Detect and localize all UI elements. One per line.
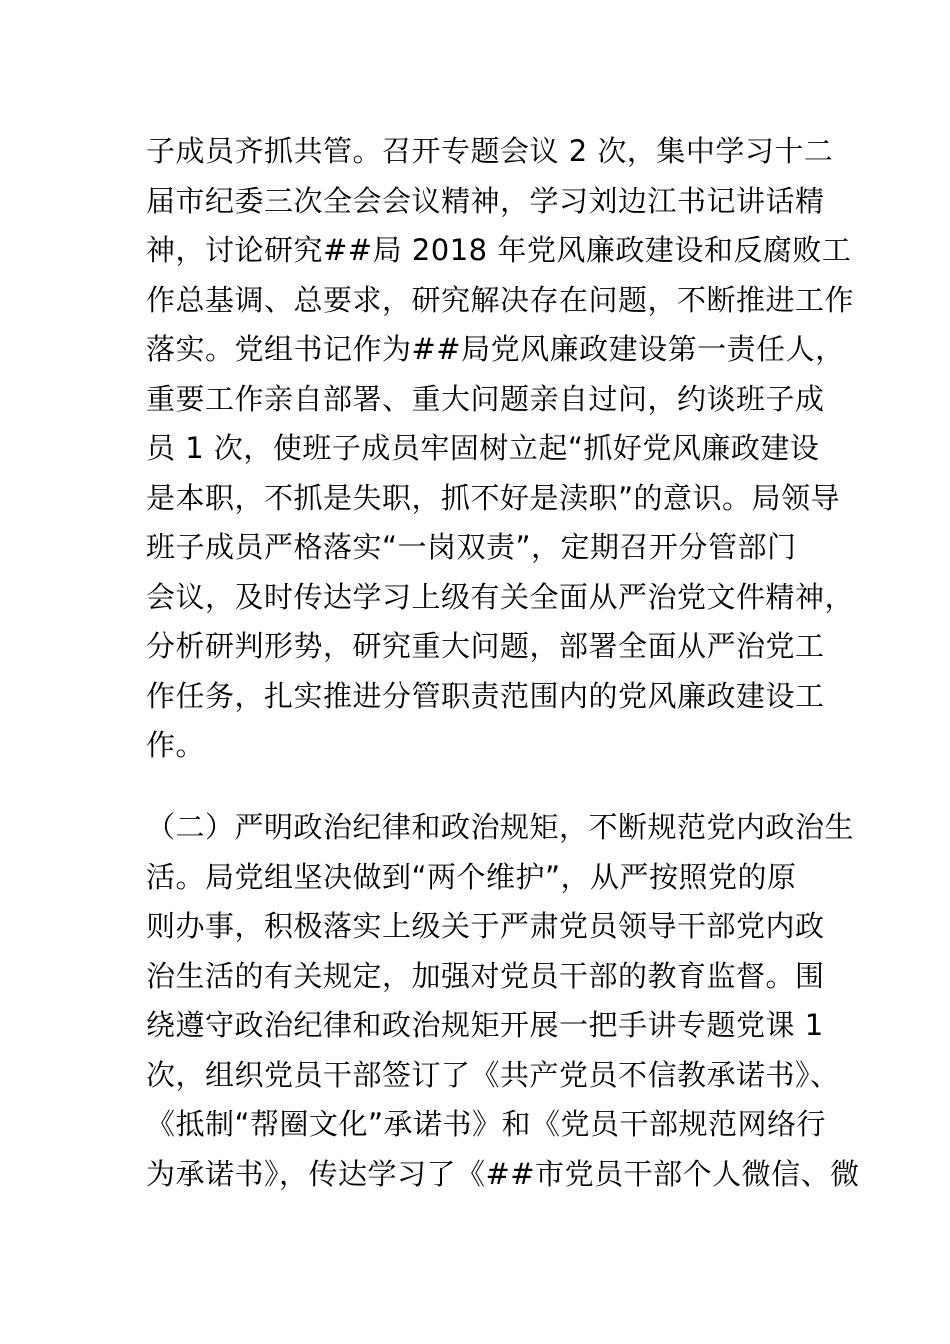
paragraph-line: 届市纪委三次全会会议精神，学习刘边江书记讲话精 — [146, 183, 825, 218]
paragraph-line: 员 1 次，使班子成员牢固树立起“抓好党风廉政建设 — [146, 431, 820, 465]
paragraph-line: 作总基调、总要求，研究解决存在问题，不断推进工作 — [146, 282, 855, 317]
paragraph-line: 活。局党组坚决做到“两个维护”，从严按照党的原 — [146, 859, 797, 894]
paragraph-line: 会议，及时传达学习上级有关全面从严治党文件精神， — [146, 579, 855, 614]
paragraph-line: 《抵制“帮圈文化”承诺书》和《党员干部规范网络行 — [146, 1107, 827, 1141]
paragraph-line: 班子成员严格落实“一岗双责”，定期召开分管部门 — [146, 530, 797, 564]
paragraph-line: 落实。党组书记作为##局党风廉政建设第一责任人， — [146, 332, 845, 366]
paragraph-line: 是本职，不抓是失职，抓不好是渎职”的意识。局领导 — [146, 480, 841, 515]
paragraph-line: 治生活的有关规定，加强对党员干部的教育监督。围 — [146, 958, 825, 993]
paragraph-line: 分析研判形势，研究重大问题，部署全面从严治党工 — [146, 629, 825, 663]
paragraph-line: 重要工作亲自部署、重大问题亲自过问，约谈班子成 — [146, 381, 825, 416]
paragraph-line: 作。 — [146, 728, 206, 762]
paragraph-line: （二）严明政治纪律和政治规矩，不断规范党内政治生 — [146, 810, 855, 844]
paragraph-line: 绕遵守政治纪律和政治规矩开展一把手讲专题党课 1 — [146, 1008, 824, 1042]
paragraph-line: 次，组织党员干部签订了《共产党员不信教承诺书》、 — [146, 1057, 840, 1092]
paragraph-1 — [146, 127, 855, 771]
paragraph-line: 子成员齐抓共管。召开专题会议 2 次，集中学习十二 — [146, 134, 834, 168]
paragraph-line: 神，讨论研究##局 2018 年党风廉政建设和反腐败工 — [146, 233, 852, 267]
paragraph-line: 则办事，积极落实上级关于严肃党员领导干部党内政 — [146, 909, 825, 943]
paragraph-line: 作任务，扎实推进分管职责范围内的党风廉政建设工 — [146, 678, 825, 713]
paragraph-line: 为承诺书》，传达学习了《##市党员干部个人微信、微 — [146, 1156, 860, 1191]
paragraph-2 — [146, 803, 860, 1199]
